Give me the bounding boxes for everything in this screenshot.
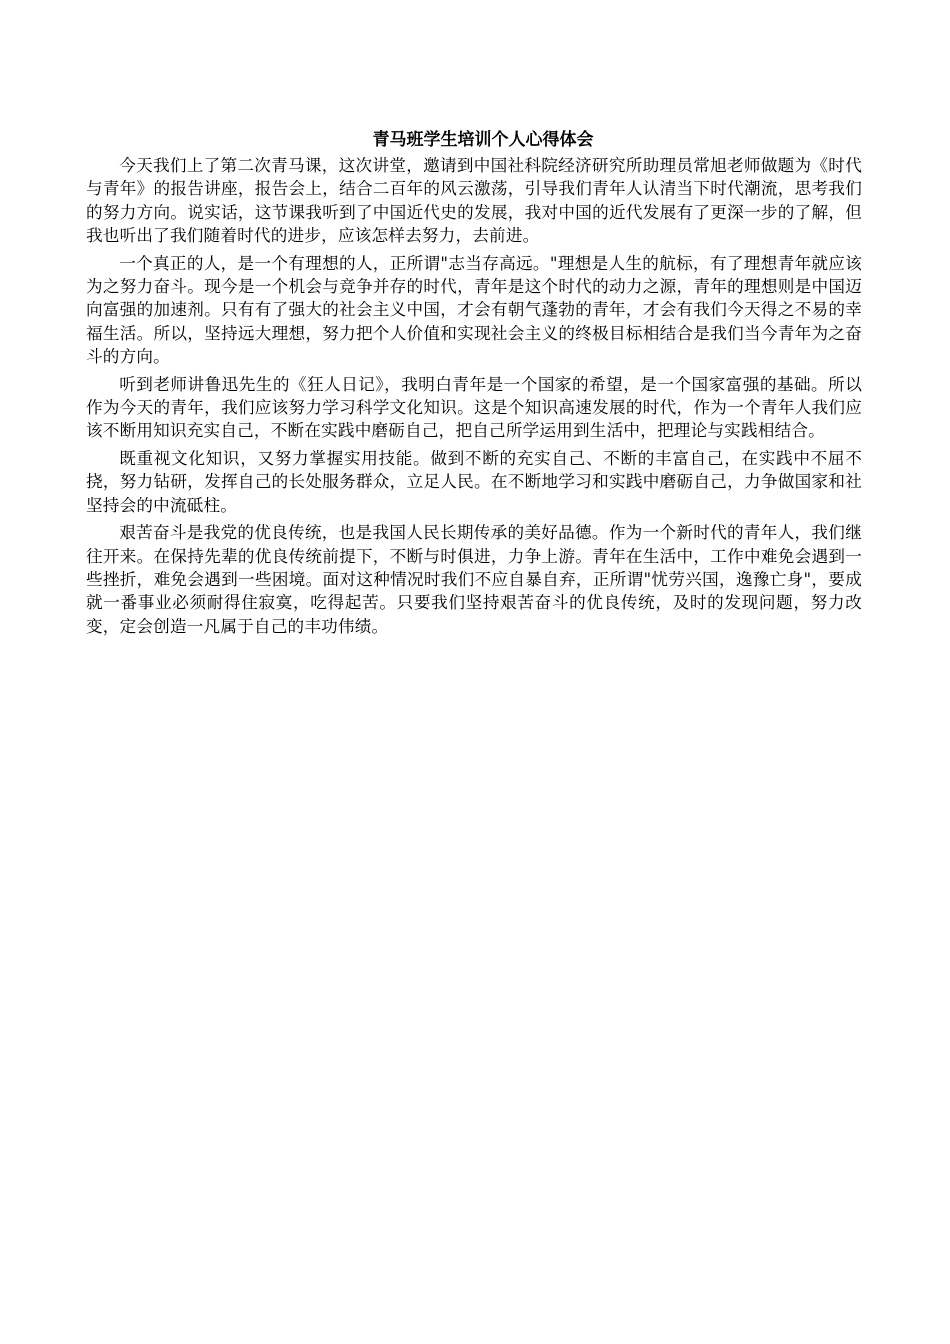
paragraph-3: 听到老师讲鲁迅先生的《狂人日记》，我明白青年是一个国家的希望，是一个国家富强的基础。所以作为今天的青年，我们应该努力学习科学文化知识。这是个知识高速发展的时代，作为一个青年人我们应该不断用知识充实自己，不断在实践中磨砺自己，把自己所学运用到生活中，把理论与实践相结合。 (86, 374, 862, 441)
paragraph-2: 一个真正的人，是一个有理想的人，正所谓"志当存高远。"理想是人生的航标，有了理想青年就应该为之努力奋斗。现今是一个机会与竞争并存的时代，青年是这个时代的动力之源，青年的理想则是中国迈向富强的加速剂。只有有了强大的社会主义中国，才会有朝气蓬勃的青年，才会有我们今天得之不易的幸福生活。所以，坚持远大理想，努力把个人价值和实现社会主义的终极目标相结合是我们当今青年为之奋斗的方向。 (86, 253, 862, 367)
paragraph-1: 今天我们上了第二次青马课，这次讲堂，邀请到中国社科院经济研究所助理员常旭老师做题为《时代与青年》的报告讲座，报告会上，结合二百年的风云激荡，引导我们青年人认清当下时代潮流，思考我们的努力方向。说实话，这节课我听到了中国近代史的发展，我对中国的近代发展有了更深一步的了解，但我也听出了我们随着时代的进步，应该怎样去努力，去前进。 (86, 156, 862, 246)
document-page (86, 128, 862, 642)
document-title: 青马班学生培训个人心得体会 (372, 130, 594, 150)
paragraph-4: 既重视文化知识，又努力掌握实用技能。做到不断的充实自己、不断的丰富自己，在实践中不屈不挠，努力钻研，发挥自己的长处服务群众，立足人民。在不断地学习和实践中磨砺自己，力争做国家和社坚持会的中流砥柱。 (86, 448, 862, 515)
paragraph-5: 艰苦奋斗是我党的优良传统，也是我国人民长期传承的美好品德。作为一个新时代的青年人，我们继往开来。在保持先辈的优良传统前提下，不断与时俱进，力争上游。青年在生活中，工作中难免会遇到一些挫折，难免会遇到一些困境。面对这种情况时我们不应自暴自弃，正所谓"忧劳兴国，逸豫亡身"，要成就一番事业必须耐得住寂寞，吃得起苦。只要我们坚持艰苦奋斗的优良传统，及时的发现问题，努力改变，定会创造一凡属于自己的丰功伟绩。 (86, 523, 862, 636)
